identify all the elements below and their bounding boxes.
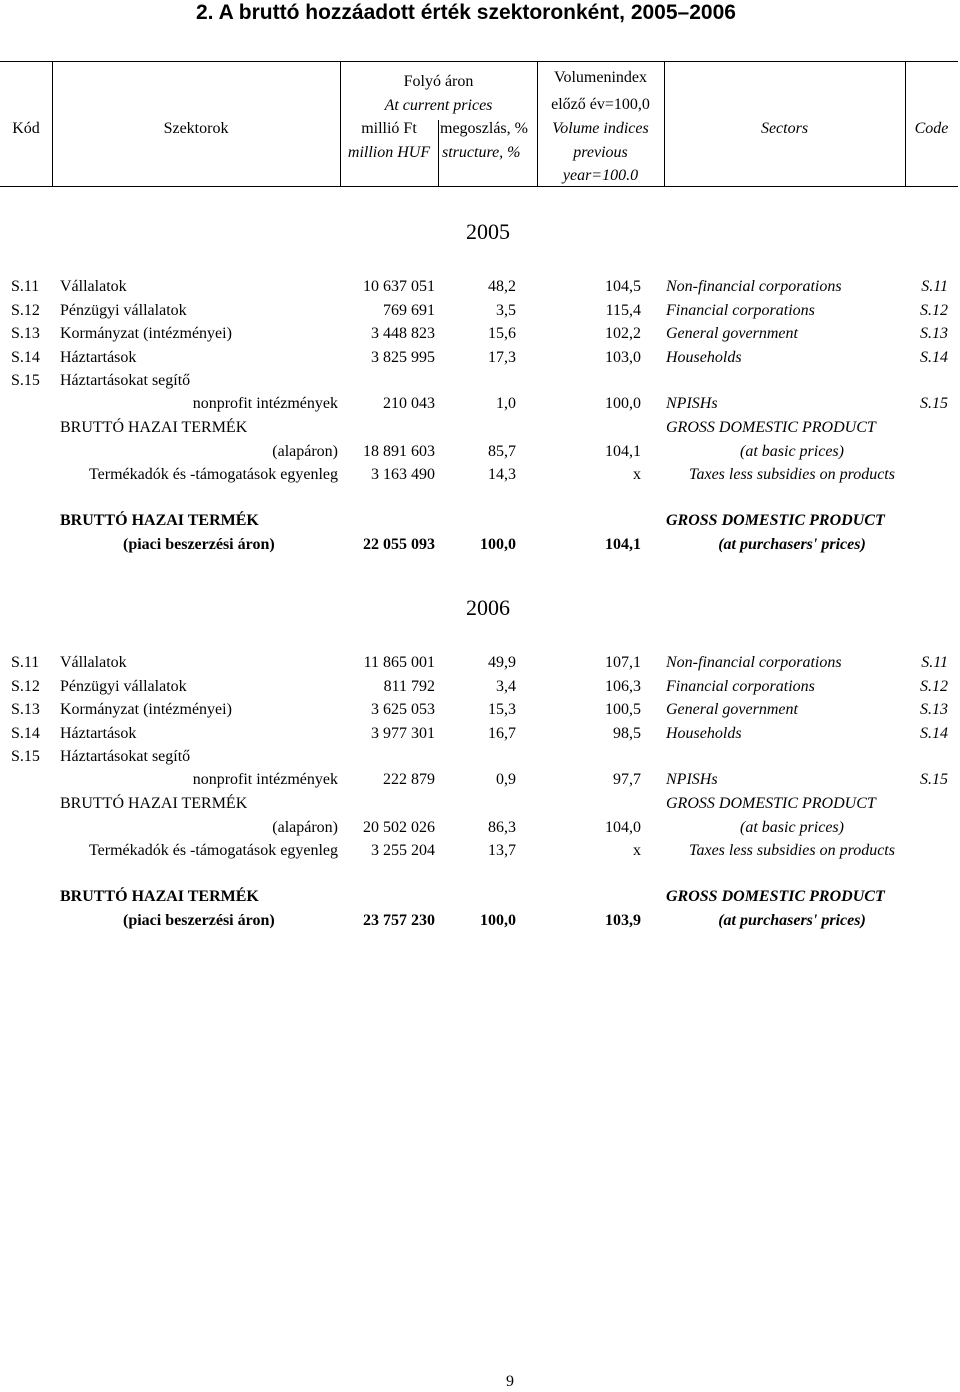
row-index: 100,0 — [605, 395, 641, 412]
table-row — [0, 698, 960, 721]
row-english-name: General government — [666, 701, 798, 718]
row-name: Pénzügyi vállalatok — [60, 678, 187, 695]
header-structure: structure, % — [442, 144, 521, 161]
table-row — [0, 369, 960, 392]
row-english-name: NPISHs — [666, 771, 718, 788]
row-code-en: S.11 — [921, 654, 948, 671]
gdp-basic-sublabel: (alapáron) — [272, 443, 338, 460]
row-share: 100,0 — [480, 536, 516, 553]
row-code: S.15 — [11, 372, 40, 389]
taxes-label: Termékadók és -támogatások egyenleg — [88, 842, 338, 859]
row-code: S.12 — [11, 678, 40, 695]
row-value: 23 757 230 — [363, 912, 435, 929]
row-value: 811 792 — [383, 678, 435, 695]
table-row — [0, 440, 960, 463]
gdp-market-english: GROSS DOMESTIC PRODUCT — [666, 888, 885, 905]
header-folyo-aron: Folyó áron — [403, 73, 474, 90]
row-share: 13,7 — [488, 842, 516, 859]
row-value: 3 977 301 — [371, 725, 435, 742]
row-name: Kormányzat (intézményei) — [60, 701, 232, 718]
header-megoszlas: megoszlás, % — [440, 120, 528, 137]
row-value: 3 163 490 — [371, 466, 435, 483]
table-row — [0, 885, 960, 908]
row-value: 769 691 — [383, 302, 435, 319]
row-english-name: Financial corporations — [666, 678, 815, 695]
row-value: 18 891 603 — [363, 443, 435, 460]
row-code-en: S.13 — [920, 701, 948, 718]
header-million-huf: million HUF — [347, 144, 431, 161]
row-share: 86,3 — [488, 819, 516, 836]
row-code: S.11 — [11, 278, 40, 295]
row-index: 103,0 — [605, 349, 641, 366]
row-index: 100,5 — [605, 701, 641, 718]
gdp-basic-sublabel: (alapáron) — [272, 819, 338, 836]
gdp-market-sublabel: (piaci beszerzési áron) — [123, 536, 275, 553]
header-millio-ft: millió Ft — [361, 120, 417, 137]
header-at-current-prices: At current prices — [384, 97, 493, 114]
table-row — [0, 745, 960, 768]
gdp-market-sublabel: (piaci beszerzési áron) — [123, 912, 275, 929]
gdp-basic-english-sub: (at basic prices) — [740, 819, 844, 836]
row-code: S.15 — [11, 748, 40, 765]
row-share: 17,3 — [488, 349, 516, 366]
row-code: S.11 — [11, 654, 40, 671]
table-row — [0, 816, 960, 839]
row-index: 115,4 — [605, 302, 641, 319]
page-title: 2. A bruttó hozzáadott érték szektoronként, 2005–2006 — [196, 1, 736, 24]
row-value: 3 825 995 — [371, 349, 435, 366]
row-code-en: S.14 — [920, 349, 948, 366]
row-code: S.12 — [11, 302, 40, 319]
row-share: 14,3 — [488, 466, 516, 483]
row-index: 104,5 — [605, 278, 641, 295]
row-name: Kormányzat (intézményei) — [60, 325, 232, 342]
row-value: 3 255 204 — [371, 842, 435, 859]
row-share: 3,5 — [496, 302, 516, 319]
row-share: 15,6 — [488, 325, 516, 342]
row-index: 103,9 — [605, 912, 641, 929]
row-share: 49,9 — [488, 654, 516, 671]
row-value: 20 502 026 — [363, 819, 435, 836]
page-number: 9 — [506, 1373, 514, 1390]
table-row — [0, 346, 960, 369]
row-code-en: S.12 — [920, 678, 948, 695]
row-name: Vállalatok — [60, 278, 127, 295]
row-code-en: S.15 — [920, 395, 948, 412]
row-code: S.14 — [11, 725, 40, 742]
gdp-basic-label: BRUTTÓ HAZAI TERMÉK — [60, 419, 248, 436]
table-row — [0, 299, 960, 322]
row-index: 106,3 — [605, 678, 641, 695]
row-share: 85,7 — [488, 443, 516, 460]
table-row — [0, 275, 960, 298]
gdp-market-english-sub: (at purchasers' prices) — [718, 912, 866, 929]
row-value: 222 879 — [383, 771, 435, 788]
gdp-basic-label: BRUTTÓ HAZAI TERMÉK — [60, 795, 248, 812]
row-value: 3 448 823 — [371, 325, 435, 342]
header-year-100: year=100.0 — [562, 167, 639, 184]
row-value: 22 055 093 — [363, 536, 435, 553]
table-row — [0, 416, 960, 439]
row-code-en: S.12 — [920, 302, 948, 319]
table-row — [0, 768, 960, 791]
row-share: 15,3 — [488, 701, 516, 718]
row-name-cont: nonprofit intézmények — [192, 395, 338, 412]
header-divider — [438, 120, 439, 186]
row-index: 97,7 — [613, 771, 641, 788]
row-value: 3 625 053 — [371, 701, 435, 718]
row-code: S.13 — [11, 325, 40, 342]
row-code-en: S.11 — [921, 278, 948, 295]
row-code-en: S.15 — [920, 771, 948, 788]
table-row — [0, 909, 960, 932]
header-previous: previous — [573, 144, 628, 161]
row-code-en: S.13 — [920, 325, 948, 342]
row-code-en: S.14 — [920, 725, 948, 742]
row-name: Vállalatok — [60, 654, 127, 671]
header-code: Code — [914, 120, 949, 137]
header-volumenindex: Volumenindex — [553, 69, 648, 86]
section-year: 2005 — [466, 219, 510, 244]
row-share: 3,4 — [496, 678, 516, 695]
table-row — [0, 533, 960, 556]
table-row — [0, 792, 960, 815]
gdp-market-label: BRUTTÓ HAZAI TERMÉK — [60, 888, 259, 905]
row-english-name: General government — [666, 325, 798, 342]
row-name: Háztartásokat segítő — [60, 748, 191, 765]
taxes-english: Taxes less subsidies on products — [689, 842, 895, 859]
table-row — [0, 839, 960, 862]
row-index: x — [633, 842, 641, 859]
row-share: 48,2 — [488, 278, 516, 295]
row-index: 98,5 — [613, 725, 641, 742]
gdp-market-english-sub: (at purchasers' prices) — [718, 536, 866, 553]
table-row — [0, 463, 960, 486]
table-row — [0, 322, 960, 345]
row-name: Háztartásokat segítő — [60, 372, 191, 389]
row-share: 100,0 — [480, 912, 516, 929]
gdp-basic-english: GROSS DOMESTIC PRODUCT — [666, 419, 876, 436]
row-index: x — [633, 466, 641, 483]
row-index: 104,0 — [605, 819, 641, 836]
row-value: 10 637 051 — [363, 278, 435, 295]
table-row — [0, 651, 960, 674]
gdp-market-english: GROSS DOMESTIC PRODUCT — [666, 512, 885, 529]
row-share: 16,7 — [488, 725, 516, 742]
header-szektorok: Szektorok — [163, 120, 229, 137]
row-index: 107,1 — [605, 654, 641, 671]
row-name: Háztartások — [60, 725, 137, 742]
row-name: Háztartások — [60, 349, 137, 366]
row-english-name: Households — [666, 349, 742, 366]
row-index: 104,1 — [605, 443, 641, 460]
gdp-basic-english-sub: (at basic prices) — [740, 443, 844, 460]
header-sectors: Sectors — [760, 120, 809, 137]
row-name: Pénzügyi vállalatok — [60, 302, 187, 319]
row-index: 102,2 — [605, 325, 641, 342]
table-row — [0, 675, 960, 698]
gdp-basic-english: GROSS DOMESTIC PRODUCT — [666, 795, 876, 812]
row-english-name: NPISHs — [666, 395, 718, 412]
header-volume-indices: Volume indices — [552, 120, 649, 137]
row-value: 210 043 — [383, 395, 435, 412]
row-english-name: Financial corporations — [666, 302, 815, 319]
row-name-cont: nonprofit intézmények — [192, 771, 338, 788]
row-code: S.14 — [11, 349, 40, 366]
row-code: S.13 — [11, 701, 40, 718]
row-english-name: Non-financial corporations — [666, 278, 842, 295]
row-share: 0,9 — [496, 771, 516, 788]
taxes-label: Termékadók és -támogatások egyenleg — [88, 466, 338, 483]
header-elozo-ev: előző év=100,0 — [551, 96, 650, 113]
row-english-name: Non-financial corporations — [666, 654, 842, 671]
table-row — [0, 722, 960, 745]
section-year: 2006 — [466, 595, 510, 620]
table-row — [0, 509, 960, 532]
row-share: 1,0 — [496, 395, 516, 412]
row-value: 11 865 001 — [363, 654, 435, 671]
taxes-english: Taxes less subsidies on products — [689, 466, 895, 483]
row-english-name: Households — [666, 725, 742, 742]
table-row — [0, 392, 960, 415]
header-kod: Kód — [12, 120, 40, 137]
gdp-market-label: BRUTTÓ HAZAI TERMÉK — [60, 512, 259, 529]
row-index: 104,1 — [605, 536, 641, 553]
